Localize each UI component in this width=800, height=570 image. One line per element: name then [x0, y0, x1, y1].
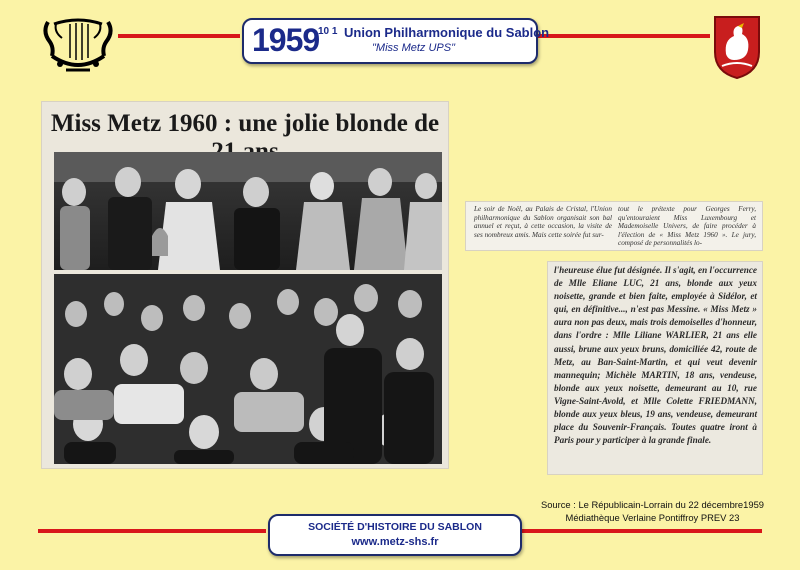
footer-rule-right: [520, 529, 762, 533]
year-label: 1959: [252, 22, 320, 58]
footer-website-link[interactable]: www.metz-shs.fr: [351, 536, 439, 548]
footer-rule-left: [38, 529, 266, 533]
source-credit: [541, 498, 764, 524]
header-rule-right: [536, 34, 710, 38]
header-title: Union Philharmonique du Sablon: [344, 25, 550, 40]
header-subtitle: "Miss Metz UPS": [372, 42, 455, 54]
source-line-1: Source : Le Républicain-Lorrain du 22 décembre1959: [540, 499, 764, 510]
intro-column-2: tout le prétexte pour Georges Ferry, qu'entouraient Miss Luxembourg et Mademoiselle Univers, de faire procéder à l'élection de « Miss Metz 1960 ». Le jury, composé de personnalités lo-: [618, 205, 756, 247]
article-intro-clipping: [466, 202, 762, 250]
article-body-text: l'heureuse élue fut désignée. Il s'agit, en l'occurrence de Mlle Eliane LUC, 21 ans, blonde aux yeux noisette, grande et bien faite, employée à Sidélor, et qui, en définitive..., n'est pas Messine. « Miss Metz » aura non pas deux, mais trois demoiselles d'honneur, dans l'ordre : Mlle Liliane WARLIER, 21 ans elle aussi, brune aux yeux bruns, domiciliée 42, route de Metz, au Ban-Saint-Martin, et qui veut devenir mannequin; Michèle MARTIN, 18 ans, vendeuse, blonde aux yeux noisette, demeurant au 10, rue Vigne-Saint-Avold, et Mlle Colette FRIEDMANN, blonde aux yeux bleus, 19 ans, vendeuse, demeurant place du Souvenir-Français. Toutes quatre iront à Paris pour y participer à la grande finale.: [554, 265, 757, 446]
intro-column-1: Le soir de Noël, au Palais de Cristal, l'Union philharmonique du Sablon organisait son bal annuel et reçut, à cette occasion, la visite de ses nombreux amis. Mais cette soirée fut sur-: [474, 205, 612, 239]
ballroom-crowd-photo: [54, 274, 442, 464]
header-title-box: [242, 18, 550, 64]
footer-box: [268, 514, 522, 556]
election-stage-photo: [54, 152, 442, 270]
footer-society-name: SOCIÉTÉ D'HISTOIRE DU SABLON: [308, 521, 482, 533]
newspaper-clipping-photos: [42, 102, 448, 468]
article-body-clipping: [548, 262, 762, 474]
header-rule-left: [118, 34, 240, 38]
issue-number: 10 1: [318, 26, 338, 37]
source-line-2: Médiathèque Verlaine Pontiffroy PREV 23: [565, 512, 740, 523]
article-headline: Miss Metz 1960 : une jolie blonde de: [50, 110, 440, 137]
lyre-emblem-icon: [40, 16, 116, 74]
sablon-coat-of-arms-icon: [712, 14, 762, 80]
